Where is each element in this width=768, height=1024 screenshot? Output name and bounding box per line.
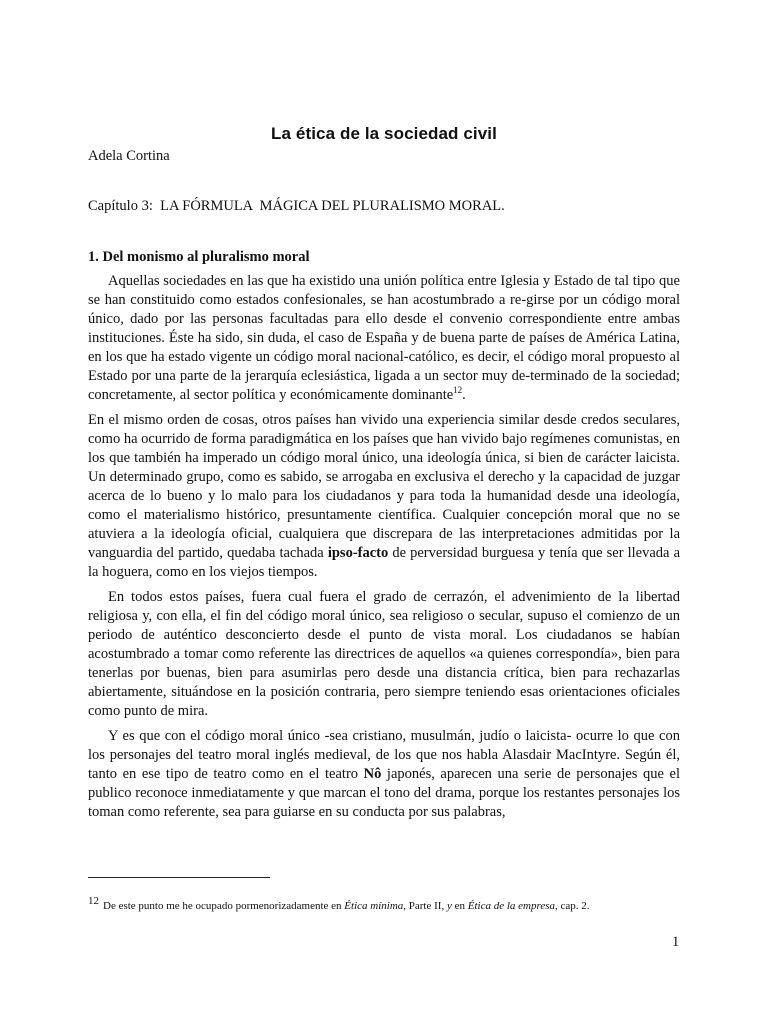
text-segment: De este punto me he ocupado pormenorizadamente en [103, 900, 345, 912]
footnote-text [103, 900, 590, 912]
text-segment: Ética de la empresa, [467, 900, 558, 912]
body-paragraph [88, 411, 680, 582]
footnote-number: 12 [88, 895, 99, 908]
text-segment: en [451, 900, 468, 912]
text-segment: Ética mínima, [344, 900, 407, 912]
text-segment: japonés, aparecen una serie de personajes que el publico reconoce inmediatamente y que marcan el tono del drama, porque los restantes personajes los toman como referente, sea para guiarse en su conducta por sus palabras, [88, 766, 680, 820]
chapter-heading: Capítulo 3: LA FÓRMULA MÁGICA DEL PLURALISMO MORAL. [88, 198, 505, 214]
text-segment: y [446, 900, 452, 912]
section-heading: 1. Del monismo al pluralismo moral [88, 249, 310, 265]
text-segment: ipso-facto [327, 545, 389, 561]
author-name: Adela Cortina [88, 148, 170, 164]
text-segment: . [462, 387, 466, 403]
text-segment: Aquellas sociedades en las que ha existido una unión política entre Iglesia y Estado de tal tipo que se han constituido como estados confesionales, se han acostumbrado a re-girse por un código moral único, dado por las personas facultadas para ello desde el convenio correspondiente entre ambas instituciones. Éste ha sido, sin duda, el caso de España y de buena parte de países de América Latina, en los que ha estado vigente un código moral nacional-católico, es decir, el código moral propuesto al Estado por una parte de la jerarquía eclesiástica, ligada a un sector muy de-terminado de la sociedad; concretamente, al sector política y económicamente dominante [88, 273, 680, 403]
page-number: 1 [672, 934, 680, 950]
footnote-reference: 12 [453, 385, 463, 396]
text-segment: Parte II, [406, 900, 447, 912]
document-title: La ética de la sociedad civil [271, 124, 497, 143]
body-paragraph [88, 727, 680, 822]
body-paragraph [88, 588, 680, 721]
text-segment: Y es que con el código moral único -sea cristiano, musulmán, judío o laicista- ocurre lo que con los personajes del teatro moral inglés medieval, de los que nos habla Alasdair MacIntyre. Según él, tanto en ese tipo de teatro como en el teatro [88, 728, 680, 782]
text-segment: Nô [363, 766, 382, 782]
text-segment: En todos estos países, fuera cual fuera el grado de cerrazón, el advenimiento de la libertad religiosa y, con ella, el fin del código moral único, sea religioso o secular, supuso el comienzo de un periodo de auténtico desconcierto desde el punto de vista moral. Los ciudadanos se habían acostumbrado a tomar como referente las directrices de aquellos «a quienes correspondía», bien para tenerlas por buenas, bien para asumirlas pero desde una distancia crítica, bien para rechazarlas abiertamente, situándose en la posición contraria, pero siempre teniendo esas orientaciones oficiales como punto de mira. [88, 589, 680, 719]
footnote [88, 895, 688, 913]
text-segment: de perversidad burguesa y tenía que ser llevada a la hoguera, como en los viejos tiempos. [88, 545, 681, 580]
body-paragraph [88, 272, 680, 405]
body-text [88, 272, 680, 828]
footnote-divider [88, 877, 270, 878]
text-segment: cap. 2. [557, 900, 590, 912]
text-segment: En el mismo orden de cosas, otros países han vivido una experiencia similar desde credos seculares, como ha ocurrido de forma paradigmática en los países que han vivido bajo regímenes comunistas, en los que también ha imperado un código moral único, una ideología única, si bien de carácter laicista. Un determinado grupo, como es sabido, se arrogaba en exclusiva el derecho y la capacidad de juzgar acerca de lo bueno y lo malo para los ciudadanos y para toda la humanidad desde una ideología, como el materialismo histórico, presuntamente científica. Cualquier concepción moral que no se atuviera a la ideología oficial, cualquiera que discrepara de las interpretaciones admitidas por la vanguardia del partido, quedaba tachada [88, 412, 680, 561]
